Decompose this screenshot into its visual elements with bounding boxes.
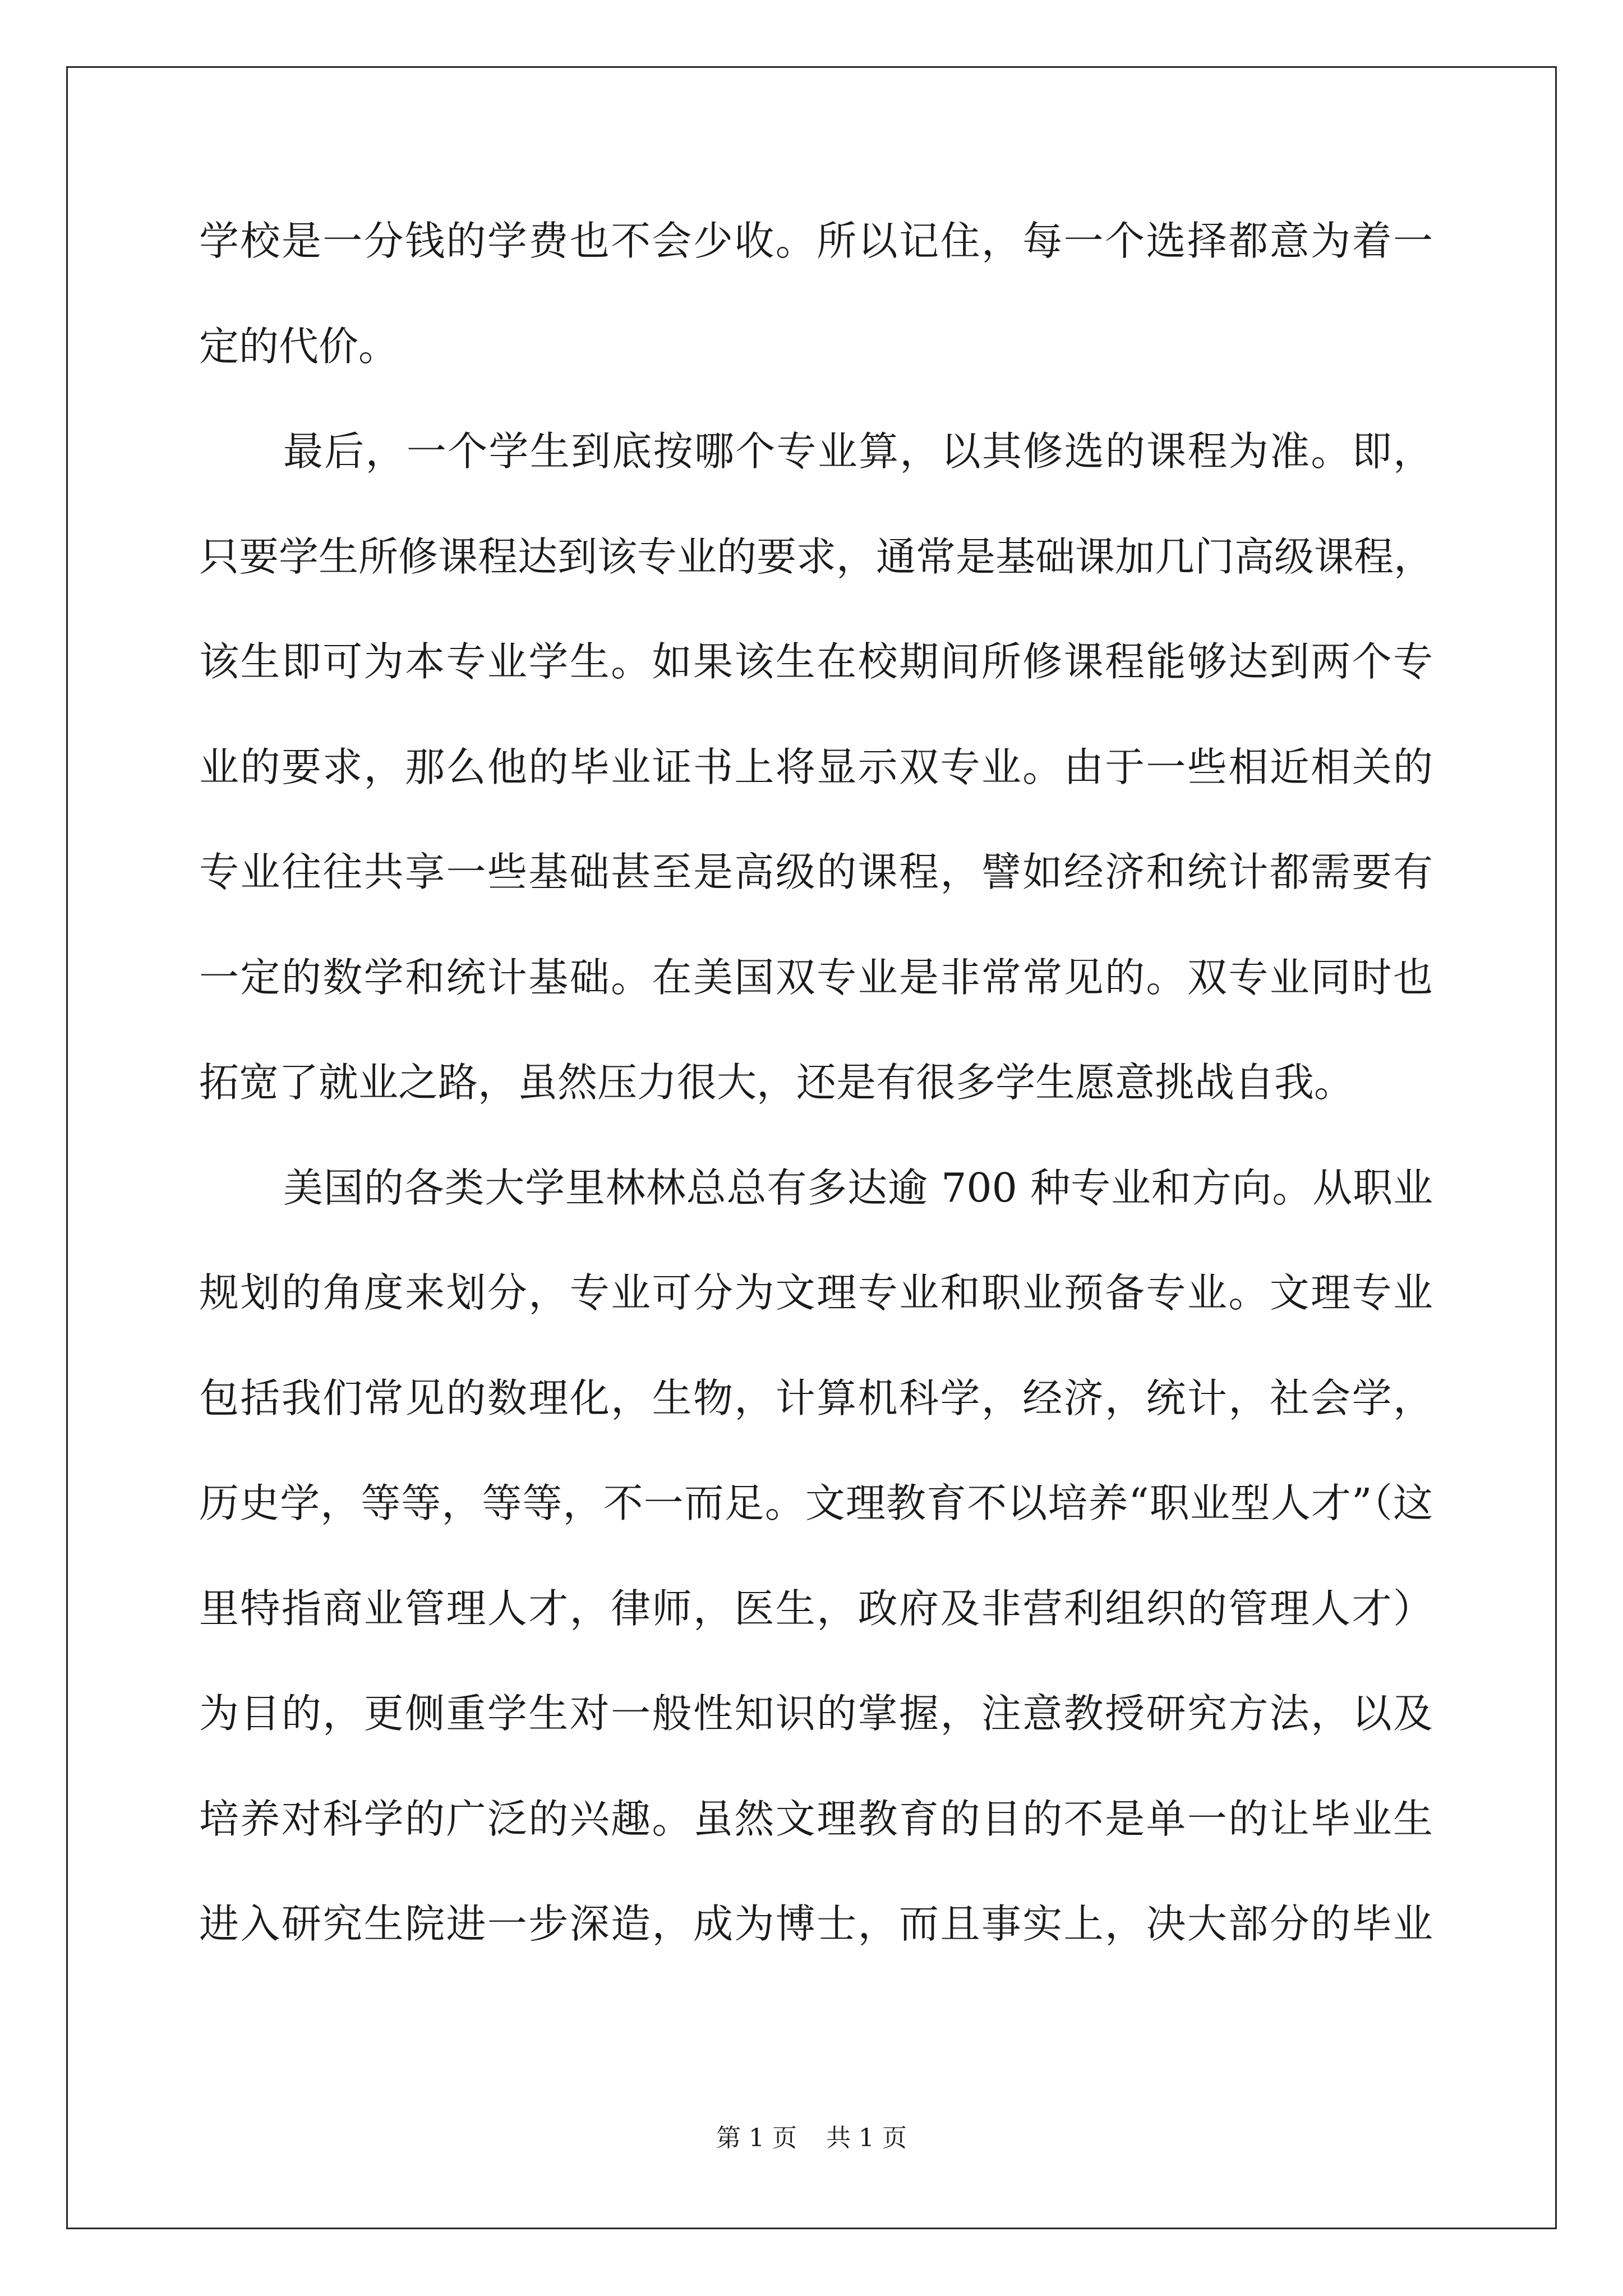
page-number-current: 第 1 页: [716, 2124, 797, 2152]
text-line: 最后，一个学生到底按哪个专业算，以其修选的课程为准。即，: [283, 428, 1433, 475]
page-footer: [0, 2118, 1623, 2154]
text-line: 该生即可为本专业学生。如果该生在校期间所修课程能够达到两个专: [199, 638, 1433, 685]
text-line: 一定的数学和统计基础。在美国双专业是非常常见的。双专业同时也: [199, 954, 1433, 1001]
text-line: 专业往往共享一些基础甚至是高级的课程，譬如经济和统计都需要有: [199, 849, 1433, 895]
text-line: 为目的，更侧重学生对一般性知识的掌握，注意教授研究方法，以及: [199, 1690, 1433, 1737]
text-line: 只要学生所修课程达到该专业的要求，通常是基础课加几门高级课程，: [199, 533, 1434, 580]
text-line: 业的要求，那么他的毕业证书上将显示双专业。由于一些相近相关的: [199, 743, 1433, 790]
text-line: 包括我们常见的数理化，生物，计算机科学，经济，统计，社会学，: [199, 1374, 1433, 1421]
text-line: 规划的角度来划分，专业可分为文理专业和职业预备专业。文理专业: [199, 1269, 1433, 1316]
text-line: 里特指商业管理人才，律师，医生，政府及非营利组织的管理人才）: [199, 1585, 1433, 1632]
document-body: [199, 203, 1433, 1991]
text-line: 历史学，等等，等等，不一而足。文理教育不以培养“职业型人才”（这: [199, 1480, 1433, 1526]
text-line: 定的代价。: [199, 323, 399, 370]
text-line: 拓宽了就业之路，虽然压力很大，还是有很多学生愿意挑战自我。: [199, 1059, 1354, 1106]
text-line: 学校是一分钱的学费也不会少收。所以记住，每一个选择都意为着一: [199, 218, 1433, 264]
page-number-total: 共 1 页: [826, 2124, 907, 2152]
text-line: 培养对科学的广泛的兴趣。虽然文理教育的目的不是单一的让毕业生: [199, 1795, 1433, 1842]
text-line: 进入研究生院进一步深造，成为博士，而且事实上，决大部分的毕业: [199, 1901, 1433, 1947]
text-line: 美国的各类大学里林林总总有多达逾 700 种专业和方向。从职业: [283, 1164, 1433, 1211]
